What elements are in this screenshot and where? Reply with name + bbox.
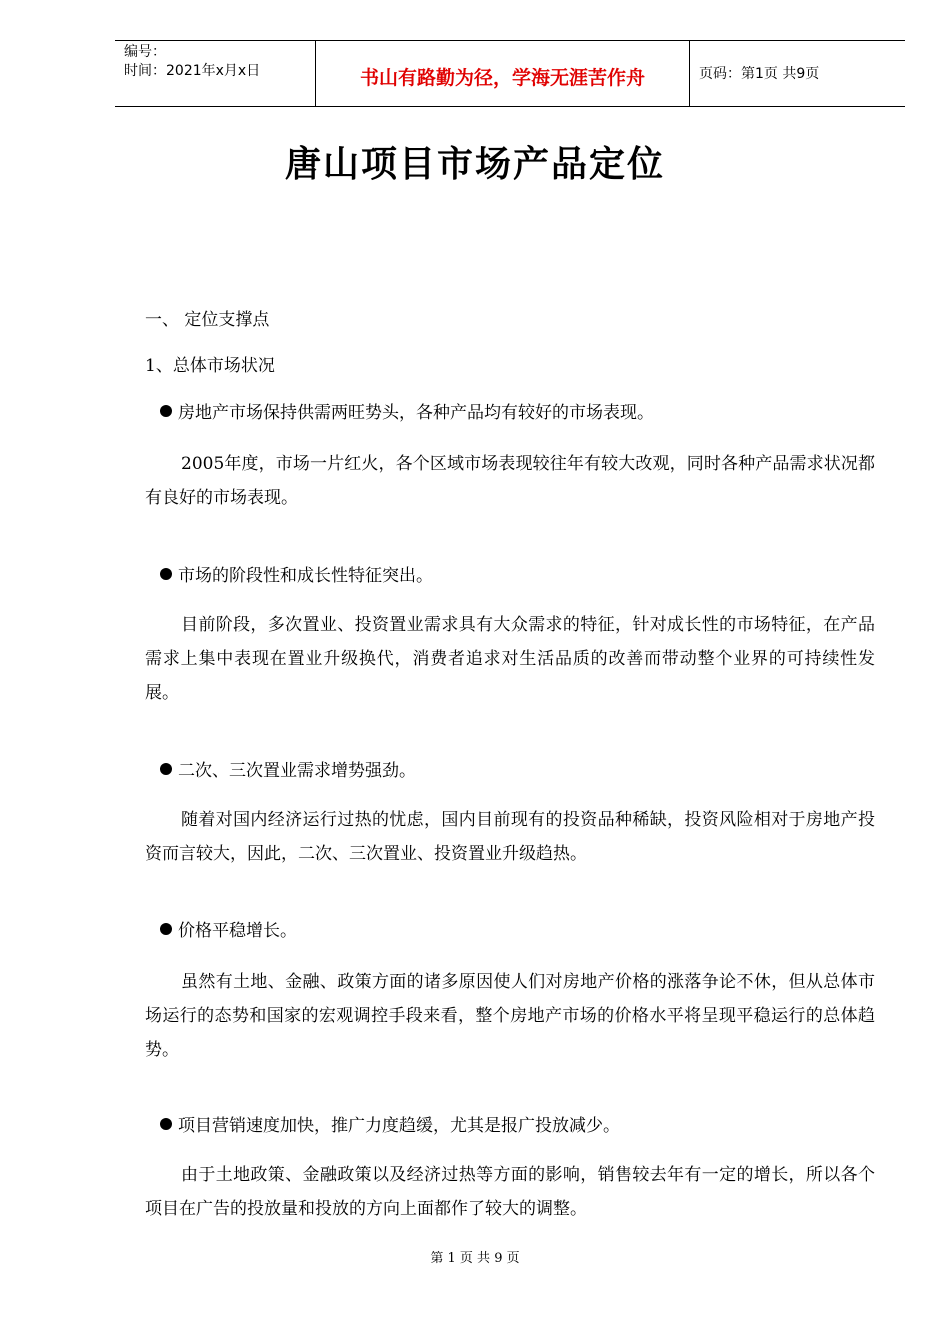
header-motto-cell <box>316 41 690 106</box>
bullet-point <box>160 916 297 947</box>
paragraph: 2005年度，市场一片红火，各个区域市场表现较往年有较大改观，同时各种产品需求状况都有良好的市场表现。 <box>145 454 875 508</box>
paragraph: 随着对国内经济运行过热的忧虑，国内目前现有的投资品种稀缺，投资风险相对于房地产投资而言较大，因此，二次、三次置业、投资置业升级趋热。 <box>145 810 875 864</box>
header-meta-cell <box>115 41 316 106</box>
bullet-dot-icon <box>160 405 172 417</box>
page-info: 页码：第1页 共9页 <box>699 66 820 82</box>
bullet-text: 二次、三次置业需求增势强劲。 <box>178 761 416 781</box>
number-label: 编号： <box>124 44 166 60</box>
document-header <box>115 40 905 107</box>
bullet-text: 市场的阶段性和成长性特征突出。 <box>178 566 433 586</box>
paragraph: 虽然有土地、金融、政策方面的诸多原因使人们对房地产价格的涨落争论不休，但从总体市场运行的态势和国家的宏观调控手段来看，整个房地产市场的价格水平将呈现平稳运行的总体趋势。 <box>145 972 875 1060</box>
paragraph: 目前阶段，多次置业、投资置业需求具有大众需求的特征，针对成长性的市场特征，在产品需求上集中表现在置业升级换代，消费者追求对生活品质的改善而带动整个业界的可持续性发展。 <box>145 615 875 703</box>
bullet-text: 项目营销速度加快，推广力度趋缓，尤其是报广投放减少。 <box>178 1116 620 1136</box>
section-heading: 一、 定位支撑点 <box>145 310 270 330</box>
bullet-dot-icon <box>160 923 172 935</box>
bullet-point <box>160 1111 620 1142</box>
time-label: 时间：2021年x月x日 <box>124 63 261 79</box>
bullet-text: 价格平稳增长。 <box>178 921 297 941</box>
bullet-point <box>160 398 654 429</box>
bullet-point <box>160 561 433 592</box>
bullet-dot-icon <box>160 568 172 580</box>
paragraph: 由于土地政策、金融政策以及经济过热等方面的影响，销售较去年有一定的增长，所以各个项目在广告的投放量和投放的方向上面都作了较大的调整。 <box>145 1165 875 1219</box>
motto: 书山有路勤为径，学海无涯苦作舟 <box>359 67 645 89</box>
bullet-dot-icon <box>160 1118 172 1130</box>
document-title: 唐山项目市场产品定位 <box>284 144 665 185</box>
subsection-heading: 1、总体市场状况 <box>145 356 275 376</box>
header-page-cell <box>690 41 905 106</box>
bullet-point <box>160 756 416 787</box>
bullet-text: 房地产市场保持供需两旺势头，各种产品均有较好的市场表现。 <box>178 403 654 423</box>
bullet-dot-icon <box>160 763 172 775</box>
page-footer: 第 1 页 共 9 页 <box>430 1251 520 1266</box>
